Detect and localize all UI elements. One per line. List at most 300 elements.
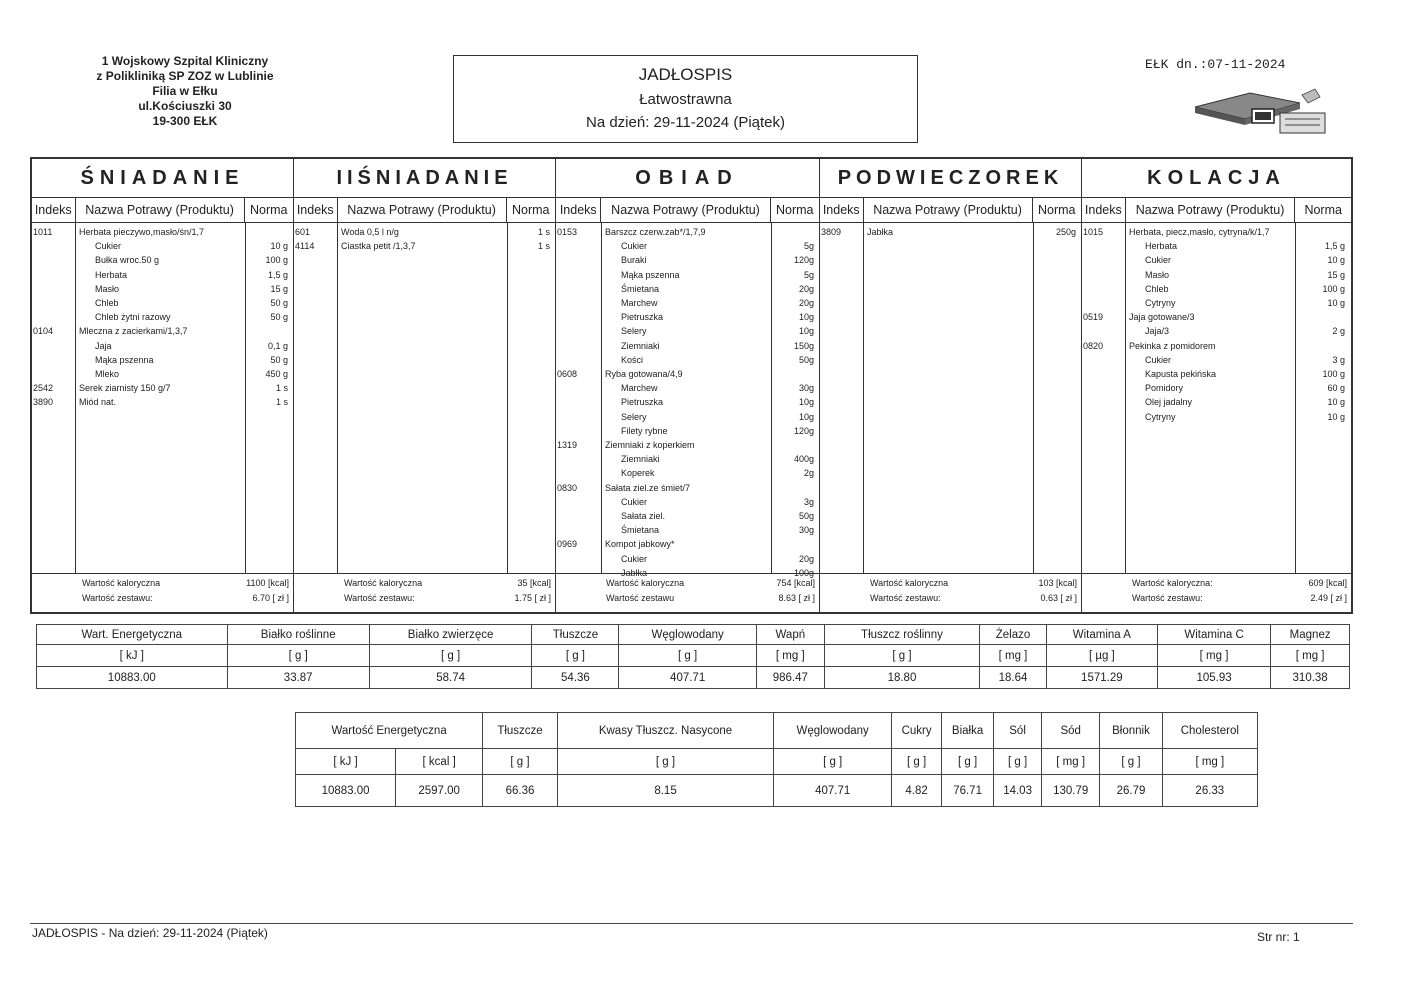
- nutrition-unit: [ µg ]: [1046, 645, 1157, 667]
- item-name: Woda 0,5 l n/g: [341, 227, 399, 237]
- summary-value: 407.71: [774, 775, 892, 807]
- nutrition-table-summary: [295, 712, 1258, 807]
- nutrition-unit: [ g ]: [619, 645, 756, 667]
- index-header: Indeks: [32, 198, 76, 222]
- item-norm: 20g: [798, 553, 814, 564]
- menu-item: [1082, 353, 1351, 367]
- column-divider: [337, 223, 338, 573]
- nutrition-unit: [ g ]: [369, 645, 532, 667]
- name-header: Nazwa Potrawy (Produktu): [338, 198, 507, 222]
- norm-header: Norma: [512, 203, 550, 217]
- diet-name: Łatwostrawna: [639, 91, 732, 108]
- item-name: Herbata: [1145, 241, 1178, 252]
- cost-value: 1.75 [ zł ]: [514, 593, 551, 603]
- nutrition-value-row: [37, 667, 1350, 689]
- menu-item: [1082, 410, 1351, 424]
- column-header-row: [1082, 198, 1351, 223]
- nutrition-header: Wapń: [756, 625, 824, 645]
- column-header-row: [820, 198, 1081, 223]
- summary-value: 26.79: [1100, 775, 1162, 807]
- place-date: EŁK dn.:07-11-2024: [1145, 57, 1286, 72]
- nutrition-value: 18.80: [824, 667, 979, 689]
- nutrition-value: 58.74: [369, 667, 532, 689]
- item-norm: 15 g: [270, 283, 288, 294]
- item-name: Buraki: [621, 255, 647, 266]
- kcal-value: 1100 [kcal]: [246, 578, 289, 588]
- menu-item: [556, 381, 819, 395]
- item-name: Ziemniaki z koperkiem: [605, 440, 695, 450]
- menu-item: [32, 324, 293, 338]
- nutrition-table-main: [36, 624, 1350, 689]
- item-norm: 50 g: [270, 312, 288, 323]
- menu-item: [556, 509, 819, 523]
- item-name: Chleb: [1145, 283, 1169, 294]
- item-norm: 50g: [798, 511, 814, 521]
- item-name: Kapusta pekińska: [1145, 369, 1217, 379]
- menu-item: [556, 481, 819, 495]
- menu-item: [1082, 310, 1351, 324]
- footer-rule: [30, 923, 1353, 924]
- summary-header: Węglowodany: [774, 713, 892, 749]
- item-name: Jaja/3: [1145, 326, 1170, 337]
- summary-header: Tłuszcze: [483, 713, 558, 749]
- item-norm: 120g: [793, 255, 814, 266]
- name-header: Nazwa Potrawy (Produktu): [601, 198, 770, 222]
- item-name: Barszcz czerw.zab*/1,7,9: [605, 227, 706, 237]
- item-name: Marchew: [621, 298, 658, 308]
- item-name: Masło: [1145, 269, 1170, 280]
- item-index: 1015: [1083, 227, 1104, 237]
- item-norm: 100 g: [1322, 283, 1345, 294]
- item-name: Marchew: [621, 383, 658, 394]
- summary-header: Wartość Energetyczna: [296, 713, 483, 749]
- menu-rows: [820, 223, 1081, 574]
- item-index: 0820: [1083, 340, 1104, 351]
- menu-item: [556, 296, 819, 310]
- nutrition-unit: [ g ]: [532, 645, 619, 667]
- menu-rows: [32, 223, 293, 574]
- column-divider: [507, 223, 508, 573]
- item-name: Śmietana: [621, 525, 660, 536]
- menu-item: [1082, 339, 1351, 353]
- menu-item: [556, 452, 819, 466]
- meal-column: [1082, 159, 1351, 612]
- item-name: Mleczna z zacierkami/1,3,7: [79, 326, 188, 337]
- item-name: Cukier: [1145, 354, 1172, 365]
- page-number: Str nr: 1: [1257, 930, 1300, 944]
- nutrition-unit-row: [37, 645, 1350, 667]
- kcal-label: Wartość kaloryczna: [606, 578, 685, 588]
- item-index: 0830: [557, 482, 578, 493]
- meal-name: PODWIECZOREK: [820, 159, 1081, 198]
- item-norm: 10g: [798, 397, 814, 408]
- nutrition-value: 54.36: [532, 667, 619, 689]
- menu-item: [1082, 239, 1351, 253]
- item-norm: 10g: [798, 411, 814, 422]
- summary-value: 4.82: [892, 775, 942, 807]
- menu-item: [294, 239, 555, 253]
- kcal-value: 609 [kcal]: [1308, 578, 1347, 588]
- item-name: Bułka wroc.50 g: [95, 255, 160, 266]
- nutrition-unit: [ g ]: [824, 645, 979, 667]
- meal-name: KOLACJA: [1082, 159, 1351, 198]
- nutrition-unit: [ mg ]: [1271, 645, 1350, 667]
- nutrition-value: 1571.29: [1046, 667, 1157, 689]
- item-norm: 20g: [798, 283, 814, 294]
- menu-item: [556, 253, 819, 267]
- summary-value: 66.36: [483, 775, 558, 807]
- printer-logo: [1190, 85, 1330, 135]
- item-norm: 1 s: [275, 397, 288, 408]
- cost-value: 6.70 [ zł ]: [252, 593, 289, 603]
- menu-item: [556, 438, 819, 452]
- kcal-label: Wartość kaloryczna: [870, 578, 949, 588]
- nutrition-unit: [ kJ ]: [37, 645, 228, 667]
- item-name: Selery: [621, 411, 647, 422]
- nutrition-header: Witamina C: [1157, 625, 1270, 645]
- item-name: Filety rybne: [621, 425, 668, 436]
- item-norm: 100g: [793, 567, 814, 578]
- summary-value: 8.15: [557, 775, 773, 807]
- menu-item: [556, 239, 819, 253]
- item-name: Ciastka petit /1,3,7: [341, 241, 416, 252]
- summary-unit: [ g ]: [483, 749, 558, 775]
- menu-item: [556, 339, 819, 353]
- cost-label: Wartość zestawu:: [870, 593, 941, 603]
- item-norm: 50g: [798, 354, 814, 365]
- index-header: Indeks: [1082, 198, 1126, 222]
- item-norm: 10g: [798, 312, 814, 323]
- item-name: Ziemniaki: [621, 340, 660, 351]
- menu-item: [32, 339, 293, 353]
- name-header: Nazwa Potrawy (Produktu): [76, 198, 245, 222]
- column-header-row: [32, 198, 293, 223]
- kcal-label: Wartość kaloryczna: [344, 578, 423, 588]
- summary-value: 14.03: [994, 775, 1042, 807]
- menu-item: [1082, 381, 1351, 395]
- item-norm: 30g: [798, 525, 814, 536]
- item-name: Herbata, piecz,masło, cytryna/k/1,7: [1129, 227, 1270, 237]
- item-name: Cukier: [621, 241, 648, 252]
- item-name: Olej jadalny: [1145, 397, 1193, 408]
- index-header: Indeks: [820, 198, 864, 222]
- nutrition-value: 18.64: [980, 667, 1047, 689]
- item-norm: 1,5 g: [267, 269, 288, 280]
- item-norm: 10g: [798, 326, 814, 337]
- menu-item: [32, 353, 293, 367]
- item-index: 0608: [557, 369, 578, 379]
- menu-item: [32, 296, 293, 310]
- item-norm: 250g: [1055, 227, 1076, 237]
- item-norm: 400g: [793, 454, 814, 465]
- nutrition-value: 986.47: [756, 667, 824, 689]
- meal-column: [32, 159, 294, 612]
- item-norm: 1,5 g: [1324, 241, 1345, 252]
- menu-item: [556, 523, 819, 537]
- item-name: Ziemniaki: [621, 454, 660, 465]
- meal-column: [556, 159, 820, 612]
- item-name: Mąka pszenna: [621, 269, 680, 280]
- menu-item: [32, 395, 293, 409]
- item-norm: 10 g: [1327, 255, 1345, 266]
- item-norm: 100 g: [1322, 369, 1345, 379]
- meal-name: ŚNIADANIE: [32, 159, 293, 198]
- nutrition-header: Magnez: [1271, 625, 1350, 645]
- column-divider: [863, 223, 864, 573]
- item-name: Chleb: [95, 298, 119, 308]
- item-norm: 3 g: [1332, 354, 1345, 365]
- item-name: Pietruszka: [621, 312, 664, 323]
- nutrition-unit: [ mg ]: [1157, 645, 1270, 667]
- cost-label: Wartość zestawu:: [82, 593, 153, 603]
- summary-header-row: [296, 713, 1258, 749]
- footer-title: JADŁOSPIS - Na dzień: 29-11-2024 (Piątek): [32, 926, 268, 940]
- menu-item: [294, 225, 555, 239]
- item-norm: 0,1 g: [267, 340, 288, 351]
- item-norm: 100 g: [265, 255, 288, 266]
- item-norm: 50 g: [270, 298, 288, 308]
- summary-value: 2597.00: [396, 775, 483, 807]
- menu-item: [556, 268, 819, 282]
- menu-item: [1082, 253, 1351, 267]
- menu-item: [1082, 225, 1351, 239]
- summary-unit: [ g ]: [557, 749, 773, 775]
- item-index: 1319: [557, 440, 578, 450]
- nutrition-header: Witamina A: [1046, 625, 1157, 645]
- norm-header: Norma: [1038, 203, 1076, 217]
- menu-item: [556, 353, 819, 367]
- hospital-line: Filia w Ełku: [152, 84, 218, 98]
- menu-item: [32, 225, 293, 239]
- menu-item: [32, 282, 293, 296]
- item-name: Cukier: [621, 496, 648, 507]
- norm-header: Norma: [250, 203, 288, 217]
- item-norm: 3g: [803, 496, 814, 507]
- item-name: Cukier: [95, 241, 122, 252]
- document-title: JADŁOSPIS: [638, 65, 733, 84]
- summary-unit: [ g ]: [994, 749, 1042, 775]
- item-norm: 5g: [803, 241, 814, 252]
- item-norm: 20g: [798, 298, 814, 308]
- item-name: Jabłka: [867, 227, 894, 237]
- item-norm: 1 s: [537, 241, 550, 252]
- item-index: 4114: [295, 241, 315, 252]
- summary-unit: [ mg ]: [1162, 749, 1257, 775]
- cost-label: Wartość zestawu:: [1132, 593, 1203, 603]
- nutrition-header: Białko zwierzęce: [369, 625, 532, 645]
- nutrition-header: Żelazo: [980, 625, 1047, 645]
- item-index: 1011: [33, 227, 53, 237]
- item-index: 3809: [821, 227, 842, 237]
- summary-unit: [ mg ]: [1042, 749, 1100, 775]
- menu-date: Na dzień: 29-11-2024 (Piątek): [586, 114, 785, 131]
- summary-value: 76.71: [942, 775, 994, 807]
- index-header: Indeks: [556, 198, 601, 222]
- item-name: Sałata ziel.ze śmiet/7: [605, 482, 691, 493]
- item-name: Pomidory: [1145, 383, 1184, 394]
- menu-item: [556, 282, 819, 296]
- summary-unit: [ g ]: [1100, 749, 1162, 775]
- cost-label: Wartość zestawu: [606, 593, 675, 603]
- menu-item: [556, 367, 819, 381]
- summary-value: 26.33: [1162, 775, 1257, 807]
- item-index: 0104: [33, 326, 54, 337]
- item-name: Jaja gotowane/3: [1129, 312, 1195, 323]
- menu-item: [32, 253, 293, 267]
- item-norm: 2 g: [1332, 326, 1345, 337]
- menu-item: [556, 225, 819, 239]
- nutrition-header: Białko roślinne: [227, 625, 369, 645]
- nutrition-value: 310.38: [1271, 667, 1350, 689]
- item-index: 3890: [33, 397, 54, 408]
- column-divider: [1033, 223, 1034, 573]
- menu-item: [32, 381, 293, 395]
- nutrition-unit: [ g ]: [227, 645, 369, 667]
- cost-label: Wartość zestawu:: [344, 593, 415, 603]
- column-header-row: [294, 198, 555, 223]
- menu-table: [30, 157, 1353, 614]
- nutrition-header: Tłuszcze: [532, 625, 619, 645]
- item-index: 0969: [557, 539, 578, 550]
- nutrition-unit: [ mg ]: [756, 645, 824, 667]
- item-index: 601: [295, 227, 311, 237]
- item-name: Ryba gotowana/4,9: [605, 369, 683, 379]
- menu-item: [556, 424, 819, 438]
- menu-item: [32, 310, 293, 324]
- item-norm: 2g: [803, 468, 814, 479]
- item-name: Kości: [621, 354, 644, 365]
- meal-name: OBIAD: [556, 159, 819, 198]
- kcal-label: Wartość kaloryczna: [82, 578, 161, 588]
- item-name: Koperek: [621, 468, 655, 479]
- item-norm: 120g: [793, 425, 814, 436]
- nutrition-value: 105.93: [1157, 667, 1270, 689]
- menu-rows: [1082, 223, 1351, 574]
- item-name: Serek ziarnisty 150 g/7: [79, 383, 171, 394]
- menu-item: [820, 225, 1081, 239]
- menu-item: [32, 367, 293, 381]
- nutrition-header: Tłuszcz roślinny: [824, 625, 979, 645]
- summary-unit: [ kJ ]: [296, 749, 396, 775]
- kcal-label: Wartość kaloryczna:: [1132, 578, 1213, 588]
- item-name: Jaja: [95, 340, 112, 351]
- title-box: [453, 55, 918, 143]
- summary-value: 10883.00: [296, 775, 396, 807]
- item-name: Herbata pieczywo,masło/śn/1,7: [79, 227, 205, 237]
- item-norm: 1 s: [275, 383, 288, 394]
- name-header: Nazwa Potrawy (Produktu): [864, 198, 1033, 222]
- item-norm: 50 g: [270, 354, 288, 365]
- summary-unit: [ g ]: [942, 749, 994, 775]
- item-norm: 10 g: [1327, 411, 1345, 422]
- nutrition-header: Wart. Energetyczna: [37, 625, 228, 645]
- item-name: Cukier: [621, 553, 648, 564]
- item-norm: 5g: [803, 269, 814, 280]
- norm-header: Norma: [776, 203, 814, 217]
- menu-item: [556, 324, 819, 338]
- nutrition-unit: [ mg ]: [980, 645, 1047, 667]
- hospital-line: 1 Wojskowy Szpital Kliniczny: [101, 54, 269, 68]
- hospital-line: 19-300 EŁK: [152, 114, 218, 128]
- column-header-row: [556, 198, 819, 223]
- item-norm: 150g: [793, 340, 814, 351]
- meal-name: IIŚNIADANIE: [294, 159, 555, 198]
- menu-item: [32, 268, 293, 282]
- nutrition-value: 33.87: [227, 667, 369, 689]
- item-name: Chleb żytni razowy: [95, 312, 171, 323]
- menu-item: [556, 466, 819, 480]
- menu-item: [1082, 268, 1351, 282]
- menu-item: [556, 410, 819, 424]
- summary-header: Cukry: [892, 713, 942, 749]
- cost-value: 8.63 [ zł ]: [778, 593, 815, 603]
- nutrition-header: Węglowodany: [619, 625, 756, 645]
- item-name: Kompot jabkowy*: [605, 539, 675, 550]
- menu-item: [1082, 324, 1351, 338]
- menu-rows: [294, 223, 555, 574]
- item-name: Pekinka z pomidorem: [1129, 340, 1216, 351]
- summary-unit: [ g ]: [774, 749, 892, 775]
- summary-header: Białka: [942, 713, 994, 749]
- summary-value-row: [296, 775, 1258, 807]
- item-index: 2542: [33, 383, 54, 394]
- item-name: Jabłka: [621, 567, 648, 578]
- menu-rows: [556, 223, 819, 578]
- kcal-value: 103 [kcal]: [1038, 578, 1077, 588]
- summary-unit: [ kcal ]: [396, 749, 483, 775]
- hospital-line: z Polikliniką SP ZOZ w Lublinie: [96, 69, 274, 83]
- item-norm: 450 g: [265, 369, 288, 379]
- hospital-address: [60, 54, 310, 129]
- item-name: Śmietana: [621, 283, 660, 294]
- hospital-line: ul.Kościuszki 30: [138, 99, 232, 113]
- menu-item: [1082, 367, 1351, 381]
- menu-item: [556, 537, 819, 551]
- index-header: Indeks: [294, 198, 338, 222]
- item-name: Cytryny: [1145, 411, 1176, 422]
- summary-header: Kwasy Tłuszcz. Nasycone: [557, 713, 773, 749]
- item-name: Herbata: [95, 269, 128, 280]
- summary-unit: [ g ]: [892, 749, 942, 775]
- nutrition-value: 407.71: [619, 667, 756, 689]
- item-name: Mąka pszenna: [95, 354, 154, 365]
- menu-item: [556, 395, 819, 409]
- kcal-value: 754 [kcal]: [776, 578, 815, 588]
- item-norm: 15 g: [1327, 269, 1345, 280]
- menu-item: [1082, 296, 1351, 310]
- item-index: 0519: [1083, 312, 1104, 323]
- item-norm: 60 g: [1327, 383, 1345, 394]
- item-norm: 1 s: [537, 227, 550, 237]
- meal-column: [294, 159, 556, 612]
- cost-value: 0.63 [ zł ]: [1040, 593, 1077, 603]
- item-norm: 30g: [798, 383, 814, 394]
- item-name: Mleko: [95, 369, 120, 379]
- summary-unit-row: [296, 749, 1258, 775]
- norm-header: Norma: [1304, 203, 1342, 217]
- meal-column: [820, 159, 1082, 612]
- item-name: Cytryny: [1145, 298, 1176, 308]
- summary-header: Sól: [994, 713, 1042, 749]
- name-header: Nazwa Potrawy (Produktu): [1126, 198, 1296, 222]
- summary-header: Cholesterol: [1162, 713, 1257, 749]
- item-name: Masło: [95, 283, 120, 294]
- item-norm: 10 g: [1327, 298, 1345, 308]
- item-name: Cukier: [1145, 255, 1172, 266]
- menu-item: [1082, 395, 1351, 409]
- kcal-value: 35 [kcal]: [517, 578, 551, 588]
- nutrition-value: 10883.00: [37, 667, 228, 689]
